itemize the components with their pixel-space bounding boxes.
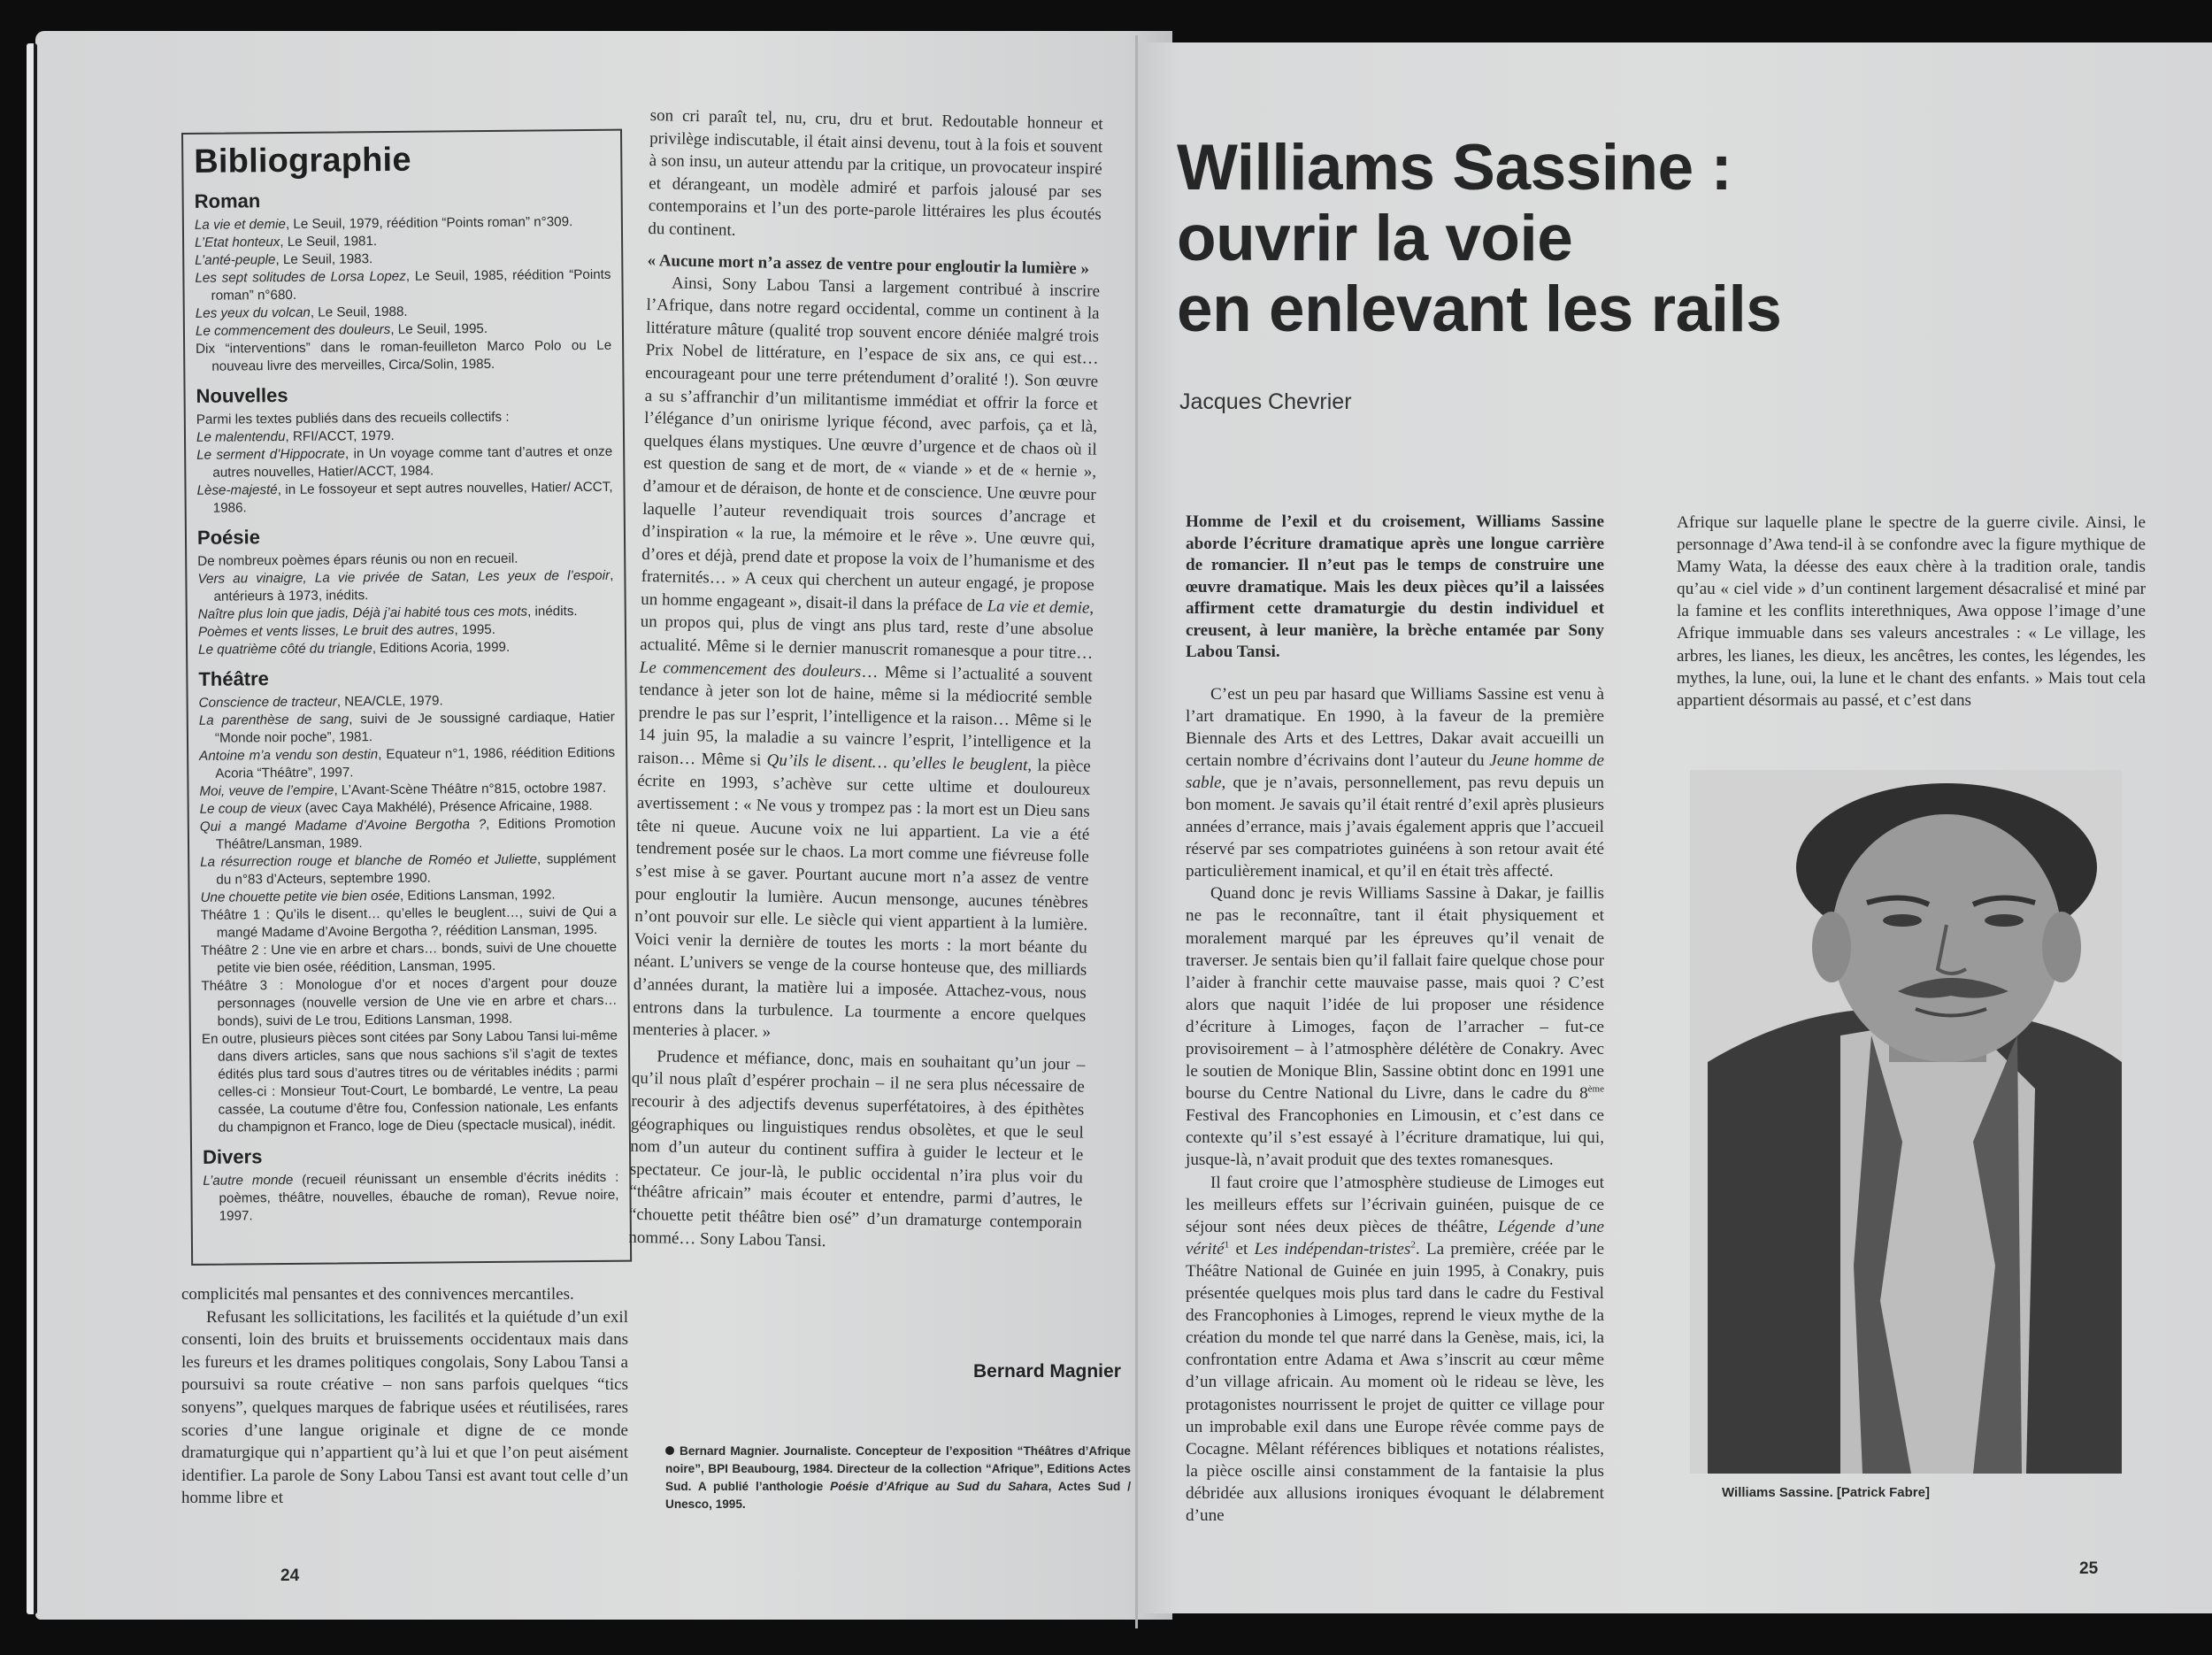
bibliography-entry: Le malentendu, RFI/ACCT, 1979. [196,427,395,445]
paragraph: Refusant les sollicitations, les facilités et la quiétude d’un exil consenti, loin des bruits et bruissements occidentaux mais dans les fureurs et les drames politiques congolais, Sony Labou Tansi a poursuivi sa route créative – non sans parfois quelques “tics sonyens”, quelques marques de fabrique usées et réutilisées, rares scories d’une langue originale et digne de ce monde dramaturgique qui n’appartient qu’à lui et que l’on peut aisément identifier. La parole de Sony Labou Tansi est avant tout celle d’un homme libre et [181,1307,628,1508]
bibliography-section-heading: Nouvelles [196,383,288,407]
bibliography-entry: Poèmes et vents lisses, Le bruit des autres, 1995. [197,621,496,640]
bibliography-entry: Théâtre 1 : Qu’ils le disent… qu’elles le beuglent…, suivi de Qui a mangé Madame d’Avoine Bergotha ?, réédition Lansman, 1995. [200,904,617,941]
bibliography-entry: La résurrection rouge et blanche de Roméo et Juliette, supplément du n°83 d’Acteurs, septembre 1990. [200,851,617,888]
bibliography-entry: Parmi les textes publiés dans des recueils collectifs : [196,409,510,427]
bibliography-entry: Le serment d’Hippocrate, in Un voyage comme tant d’autres et onze autres nouvelles, Hatier/ACCT, 1984. [196,443,613,481]
bibliography-entry: De nombreux poèmes épars réunis ou non en recueil. [197,550,518,569]
bibliography-entry: Les yeux du volcan, Le Seuil, 1988. [195,304,408,321]
middle-column-text [628,104,1103,1258]
bibliography-entry: Les sept solitudes de Lorsa Lopez, Le Seuil, 1985, réédition “Points roman” n°680. [195,266,611,304]
paragraph: Il faut croire que l’atmosphère studieuse de Limoges eut les meilleurs effets sur l’écrivain guinéen, puisque de ce séjour sont nées deux pièces de théâtre, Légende d’une vérité$^1$ et Les indépendan-tristes$^2$. La première, créée par le Théâtre National de Guinée en juin 1995, à Conakry, puis présentée quelques mois plus tard dans le cadre du Festival des Francophonies à Limoges, reprend le vieux mythe de la création du monde tel que narré dans la Genèse, mais, ici, la confrontation entre Adama et Awa s’inscrit au cœur même d’un village africain. Au moment où le rideau se lève, les protagonistes nourrissent le projet de quitter ce village pour un improbable exil dans une Europe rêvée comme pays de Cocagne. Mêlant références bibliques et notations réalistes, la pièce oscille ainsi constamment de la fantaisie la plus débridée aux allusions ironiques évoquant le délabrement d’une [1186,1173,1604,1525]
bibliography-entry: Conscience de tracteur, NEA/CLE, 1979. [198,693,443,711]
author-bio-note: Bernard Magnier. Journaliste. Concepteur de l’exposition “Théâtres d’Afrique noire”, BPI Beaubourg, 1984. Directeur de la collection “Afrique”, Editions Actes Sud. A publié l’anthologie Poésie d’Afrique au Sud du Sahara, Actes Sud / Unesco, 1995. [665,1444,1132,1511]
bibliography-section-heading: Poésie [196,526,261,549]
bibliography-entry: La parenthèse de sang, suivi de Je soussigné cardiaque, Hatier “Monde noir poche”, 1981. [198,709,615,746]
right-column-2 [1677,512,2146,712]
bibliography-entry: Dix “interventions” dans le roman-feuilleton Marco Polo ou Le nouveau livre des merveilles, Circa/Solin, 1985. [196,337,612,374]
bibliography-entry: Le quatrième côté du triangle, Editions Acoria, 1999. [198,639,511,658]
photo-caption: Williams Sassine. [Patrick Fabre] [1722,1485,1930,1500]
bibliography-entry: Vers au vinaigre, La vie privée de Satan, Les yeux de l’espoir, antérieurs à 1973, inédits. [197,567,614,604]
bibliography-entry: Une chouette petite vie bien osée, Editions Lansman, 1992. [200,887,556,905]
article-title: Williams Sassine : ouvrir la voie en enlevant les rails [1177,132,1782,345]
right-column-1 [1186,512,1604,1527]
bibliography-entry: Lèse-majesté, in Le fossoyeur et sept autres nouvelles, Hatier/ ACCT, 1986. [196,479,613,516]
article-author: Jacques Chevrier [1179,389,1352,414]
paragraph: Afrique sur laquelle plane le spectre de la guerre civile. Ainsi, le personnage d’Awa tend-il à se confondre avec la figure mythique de Mamy Wata, la déesse des eaux chère à la tradition orale, tandis qu’au « ciel vide » d’un continent largement désacralisé et miné par la famine et les conflits interethniques, Awa oppose l’image d’une Afrique immuable dans ses valeurs ancestrales : « Le village, les arbres, les lianes, les dieux, les ancêtres, les contes, les légendes, les mythes, la lune, oui, la lune et le chant des enfants. » Mais tout cela appartient désormais au passé, et c’est dans [1677,513,2146,710]
paragraph: Ainsi, Sony Labou Tansi a largement contribué à inscrire l’Afrique, dans notre regard occidental, comme un continent à la littérature mâture (qualité trop souvent encore déniée malgré trois Prix Nobel de littérature, en l’espace de six ans, ce qui est… encourageant pour une terre prétendument d’oralité !). Son œuvre a su s’affranchir d’un militantisme immédiat et offrir la force et l’élégance d’un onirisme lyrique fécond, avec parfois, ça et là, quelques élans mystiques. Une œuvre d’urgence et de chaos où il est question de sang et de mort, de « viande » et de « hernie », d’amour et de déraison, de honte et de conscience. Une œuvre pour laquelle l’auteur revendiquait trois sources d’ancrage et d’inspiration « la rue, la mémoire et le rêve ». Une œuvre qui, d’ores et déjà, prend date et propose la voix de l’humanisme et des fraternités… » A ceux qui cherchent un auteur engagé, je propose un homme engageant », disait-il dans la préface de La vie et demie, un propos qui, plus de vingt ans plus tard, reste d’une absolue actualité. Même si le dernier manuscrit romanesque a pour titre… Le commencement des douleurs… Même si l’actualité a souvent tendance à jeter son lot de haine, même si la médiocrité semble prendre le pas sur l’esprit, l’intelligence et la raison… Même si le 14 juin 95, la maladie a su vaincre l’esprit, l’intelligence et la raison… Même si Qu’ils le disent… qu’elles le beuglent, la pièce écrite en 1993, s’achève sur cette ultime et douloureux avertissement : « Ne vous y trompez pas : la mort est un Dieu sans tête ni queue. Aucune voix ne lui appartient. La vie a été tendrement posée sur le chaos. La mort comme une fiévreuse folle s’est mise à se gaver. Pourtant aucune mort n’a assez de ventre pour engloutir la lumière. Aucun mensonge, aucunes ténèbres n’ont pouvoir sur elle. Le siècle qui vient appartient à la lumière. Voici venir la dernière de toutes les morts : la mort béante du néant. L’univers se venge de la course honteuse que, des milliards d’années durant, la matière lui a imposée. Attachez-vous, nous entrons dans la turbulence. La tourmente a encore quelques menteries à placer. » [632,273,1101,1042]
portrait-illustration [1690,770,2122,1474]
paragraph: C’est un peu par hasard que Williams Sassine est venu à l’art dramatique. En 1990, à la faveur de la première Biennale des Arts et des Lettres, Dakar avait accueilli un certain nombre d’écrivains dont l’auteur du Jeune homme de sable, que je n’avais, personnellement, pas revu depuis un bon moment. Je savais qu’il était rentré d’exil après plusieurs années d’errance, mais j’avais également appris que l’accueil réservé par ses compatriotes guinéens à son retour avait été particulièrement inamical, et qu’il en était très affecté. [1186,684,1604,881]
bullet-icon [665,1446,674,1455]
book-spine [1135,35,1138,1628]
bibliography-entry: Théâtre 2 : Une vie en arbre et chars… bonds, suivi de Une chouette petite vie bien osée, réédition, Lansman, 1995. [200,939,618,976]
bibliography-entry: Naître plus loin que jadis, Déjà j’ai habité tous ces mots, inédits. [197,604,578,622]
bibliography-entry: Le commencement des douleurs, Le Seuil, 1995. [195,320,488,339]
bibliography-entry: Théâtre 3 : Monologue d’or et noces d’argent pour douze personnages (nouvelle version de Une vie en arbre et chars… bonds), suivi de Le trou, Editions Lansman, 1998. [201,974,618,1029]
bibliography-title: Bibliographie [194,141,411,181]
bibliography-section-heading: Roman [194,189,261,212]
paragraph: son cri paraît tel, nu, cru, dru et brut. Redoutable honneur et privilège indiscutable, il était ainsi devenu, tout à la fois et souvent à son insu, un auteur attendu par la critique, un provocateur inspiré et dérangeant, un modèle admiré et parfois jalousé par ses contemporains et l’un des porte-parole littéraires les plus écoutés du continent. [648,105,1103,240]
bibliography-section-heading: Divers [202,1145,263,1168]
subheading: « Aucune mort n’a assez de ventre pour engloutir la lumière » [647,250,1090,279]
page-number-right: 25 [2079,1559,2099,1578]
lead-paragraph: Homme de l’exil et du croisement, Williams Sassine aborde l’écriture dramatique après une longue carrière de romancier. Il n’eut pas le temps de construire une œuvre dramatique. Mais les deux pièces qu’il a laissées affirment cette dramaturgie du destin individuel et creusent, à leur manière, la brèche entamée par Sony Labou Tansi. [1186,512,1604,661]
bibliography-entry: Antoine m’a vendu son destin, Equateur n°1, 1986, réédition Editions Acoria “Théâtre”, 1997. [199,744,616,781]
bibliography-box [181,129,632,1266]
page-number-left: 24 [280,1566,300,1585]
bibliography-entry: L’anté-peuple, Le Seuil, 1983. [195,251,373,268]
bibliography-entry: L’autre monde (recueil réunissant un ensemble d’écrits inédits : poèmes, théâtre, nouvelles, ébauche de roman), Revue noire, 1997. [203,1169,619,1224]
author-portrait-photo [1690,770,2122,1474]
bibliography-section-heading: Théâtre [198,667,269,690]
paragraph: Quand donc je revis Williams Sassine à Dakar, je faillis ne pas le reconnaître, tant il était physiquement et moralement marqué par les épreuves qu’il venait de traverser. Je sentais bien qu’il fallait faire quelque chose pour l’aider à franchir cette mauvaise passe, mais quoi ? C’est alors que naquit l’idée de lui proposer une résidence d’écriture à Limoges, façon de l’arracher – fut-ce provisoirement – à l’atmosphère délétère de Conakry. Avec le soutien de Monique Blin, Sassine obtint donc en 1991 une bourse du Centre National du Livre, dans le cadre du 8ème Festival des Francophonies en Limousin, et c’est dans ce contexte qu’il s’est essayé à l’écriture dramatique, lui qui, jusque-là, n’avait produit que des textes romanesques. [1186,884,1604,1170]
bibliography-entry: Le coup de vieux (avec Caya Makhélé), Présence Africaine, 1988. [199,797,593,817]
bibliography-entry: Moi, veuve de l’empire, L’Avant-Scène Théâtre n°815, octobre 1987. [199,780,607,799]
author-signature: Bernard Magnier [973,1361,1121,1382]
bibliography-entry: Qui a mangé Madame d’Avoine Bergotha ?, Editions Promotion Théâtre/Lansman, 1989. [199,815,616,852]
paragraph: Prudence et méfiance, donc, mais en souhaitant qu’un jour – qu’il nous plaît d’espérer prochain – il ne sera plus nécessaire de recourir à des adjectifs devenus superfétatoires, à des épithètes géographiques ou linguistiques rendus obsolètes, et que le seul nom d’un auteur du continent suffira à guider le lecteur et le spectateur. Ce jour-là, le public occidental n’ira plus voir du “théâtre africain” mais écouter et entendre, parmi d’autres, le “chouette petit théâtre bien osé” d’un dramaturge contemporain nommé… Sony Labou Tansi. [628,1047,1086,1251]
left-column-text [181,1283,628,1510]
bibliography-sections [195,187,619,1226]
bibliography-entry: La vie et demie, Le Seuil, 1979, réédition “Points roman” n°309. [194,214,573,233]
paragraph: complicités mal pensantes et des connivences mercantiles. [181,1285,574,1304]
bibliography-entry: En outre, plusieurs pièces sont citées par Sony Labou Tansi lui-même dans divers articles, sans que nous sachions s’il s’agit de textes édités plus tard sous d’autres titres ou de véritables inédits ; parmi celles-ci : Monsieur Tout-Court, Le bombardé, Le ventre, La peau cassée, La coutume d’être fou, Confession nationale, Les enfants du champignon et Franco, loge de Dieu (spectacle musical), inédit. [201,1028,618,1135]
bibliography-entry: L’Etat honteux, Le Seuil, 1981. [195,234,378,250]
